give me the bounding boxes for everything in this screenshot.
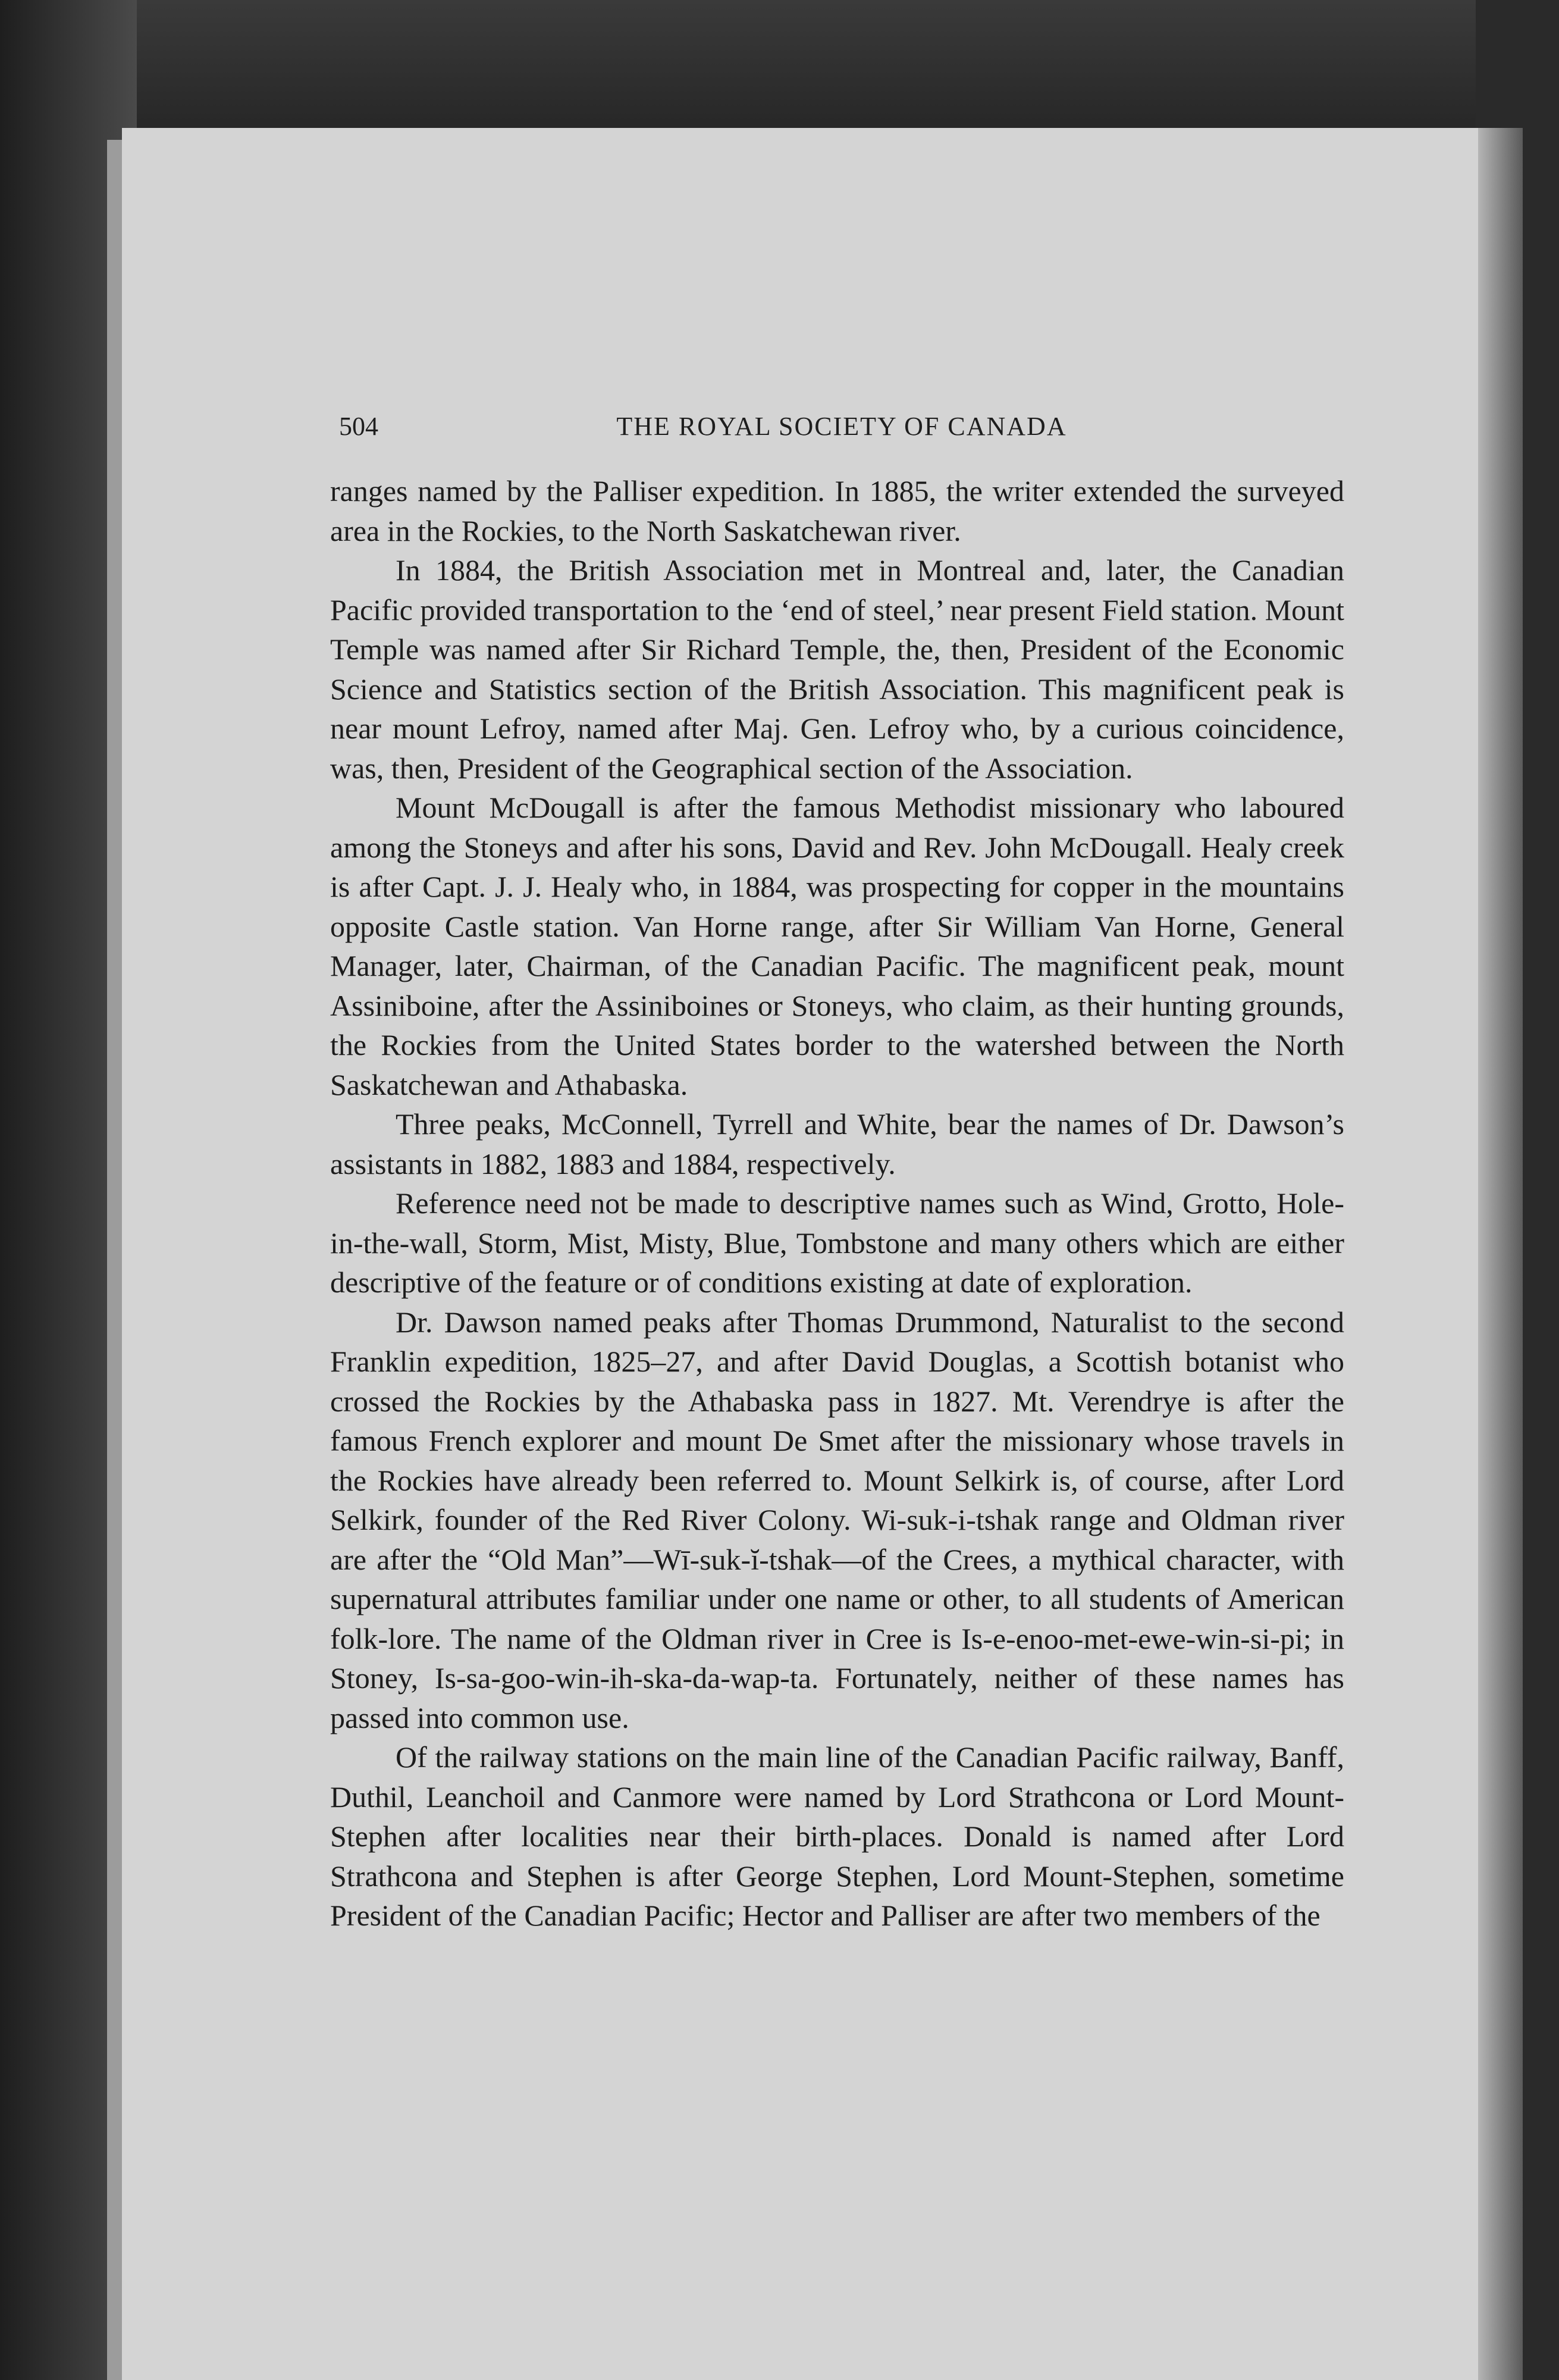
paragraph-british-association: In 1884, the British Association met in Montreal and, later, the Canadian Pacific provided transportation to the ‘end of steel,’ near present Field station. Mount Temple was named after Sir Richard Temple, the, then, President of the Economic Science and Statistics section of the British Association. This magnificent peak is near mount Lefroy, named after Maj. Gen. Lefroy who, by a curious coincidence, was, then, President of the Geographical section of the Association. bbox=[330, 553, 1344, 785]
page-header bbox=[339, 406, 1344, 447]
running-title: THE ROYAL SOCIETY OF CANADA bbox=[616, 412, 1067, 441]
scan-background-top bbox=[0, 0, 1559, 137]
page-gutter-shadow bbox=[1478, 128, 1523, 2380]
paragraph-railway-stations: Of the railway stations on the main line of the Canadian Pacific railway, Banff, Duthil, Leanchoil and Canmore were named by Lord Strathcona or Lord Mount-Stephen after localities near their birth-places. Donald is named after Lord Strathcona and Stephen is after George Stephen, Lord Mount-Stephen, sometime President of the Canadian Pacific; Hector and Palliser are after two members of the bbox=[330, 1740, 1344, 1932]
paragraph-dawson-names: Dr. Dawson named peaks after Thomas Drummond, Naturalist to the second Franklin expedition, 1825–27, and after David Douglas, a Scottish botanist who crossed the Rockies by the Athabaska pass in 1827. Mt. Verendrye is after the famous French explorer and mount De Smet after the missionary whose travels in the Rockies have already been referred to. Mount Selkirk is, of course, after Lord Selkirk, founder of the Red River Colony. Wi-suk-i-tshak range and Oldman river are after the “Old Man”—Wī-suk-ĭ-tshak—of the Crees, a mythical character, with supernatural attributes familiar under one name or other, to all students of American folk-lore. The name of the Oldman river in Cree is Is-e-enoo-met-ewe-win-si-pi; in Stoney, Is-sa-goo-win-ih-ska-da-wap-ta. Fortunately, neither of these names has passed into common use. bbox=[330, 1305, 1344, 1734]
paragraph-continued: ranges named by the Palliser expedition. In 1885, the writer extended the surveyed area in the Rockies, to the North Saskatchewan river. bbox=[330, 474, 1344, 547]
page-number: 504 bbox=[339, 412, 378, 441]
page-body bbox=[330, 471, 1344, 1936]
paragraph-three-peaks: Three peaks, McConnell, Tyrrell and White, bear the names of Dr. Dawson’s assistants in 1882, 1883 and 1884, respectively. bbox=[330, 1107, 1344, 1180]
paragraph-mount-mcdougall: Mount McDougall is after the famous Methodist missionary who laboured among the Stoneys and after his sons, David and Rev. John McDougall. Healy creek is after Capt. J. J. Healy who, in 1884, was prospecting for copper in the mountains opposite Castle station. Van Horne range, after Sir William Van Horne, General Manager, later, Chairman, of the Canadian Pacific. The magnificent peak, mount Assiniboine, after the Assiniboines or Stoneys, who claim, as their hunting grounds, the Rockies from the United States border to the watershed between the North Saskatchewan and Athabaska. bbox=[330, 791, 1344, 1101]
paragraph-descriptive-names: Reference need not be made to descriptive names such as Wind, Grotto, Hole-in-the-wall, Storm, Mist, Misty, Blue, Tombstone and many others which are either descriptive of the feature or of conditions existing at date of exploration. bbox=[330, 1186, 1344, 1299]
